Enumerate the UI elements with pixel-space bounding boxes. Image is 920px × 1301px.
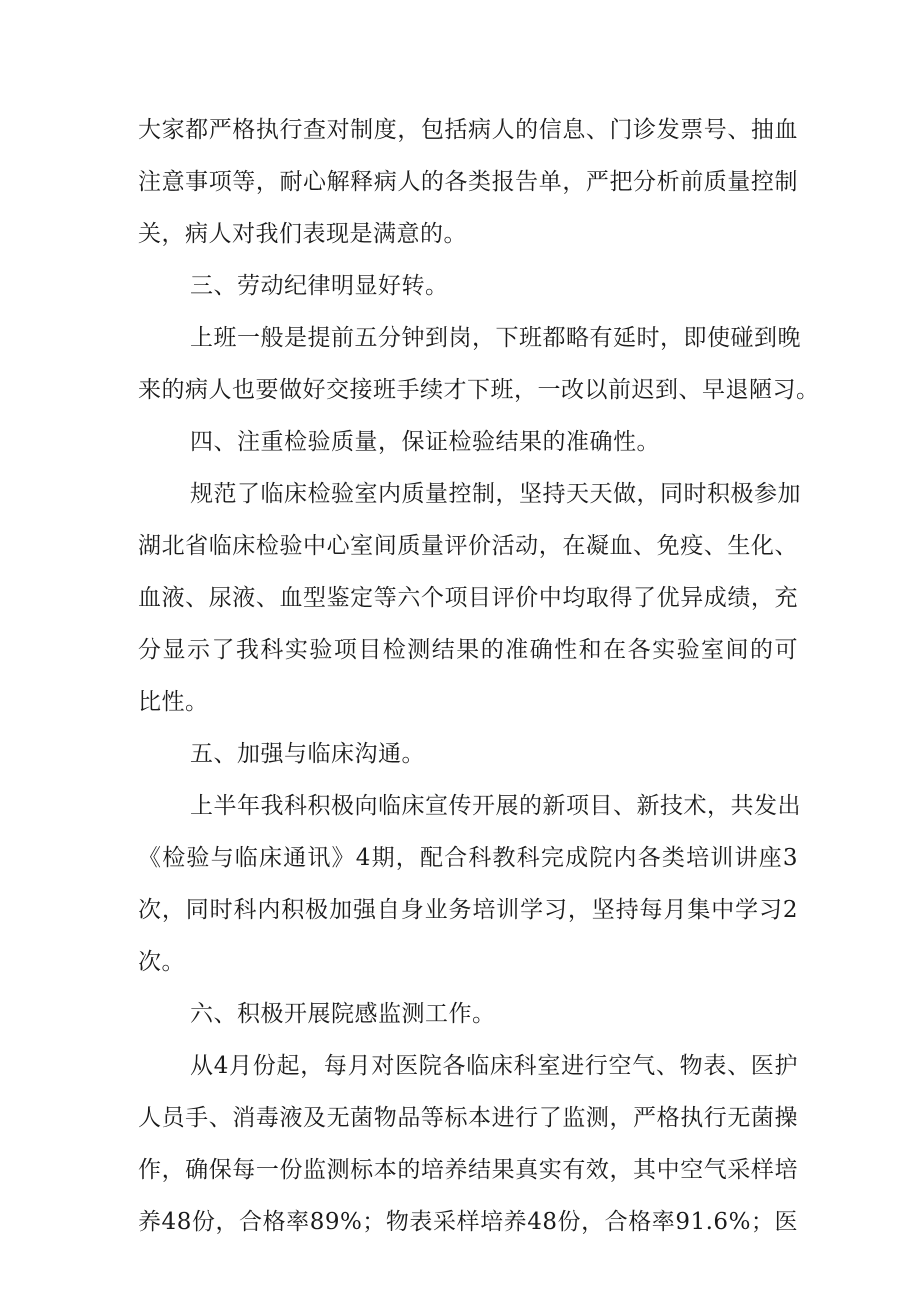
text-line: 从4月份起，每月对医院各临床科室进行空气、物表、医护 (190, 1053, 798, 1079)
text-line: 规范了临床检验室内质量控制，坚持天天做，同时积极参加 (190, 481, 801, 507)
section-heading: 六、积极开展院感监测工作。 (190, 1001, 496, 1027)
text-line: 次，同时科内积极加强自身业务培训学习，坚持每月集中学习2 (138, 897, 798, 923)
text-line: 来的病人也要做好交接班手续才下班，一改以前迟到、早退陋习。 (138, 377, 820, 403)
text-line: 湖北省临床检验中心室间质量评价活动，在凝血、免疫、生化、 (138, 533, 798, 559)
text-line: 注意事项等，耐心解释病人的各类报告单，严把分析前质量控制 (138, 169, 798, 195)
text-line: 养48份，合格率89%；物表采样培养48份，合格率91.6%；医 (138, 1209, 798, 1235)
text-line: 作，确保每一份监测标本的培养结果真实有效，其中空气采样培 (138, 1157, 798, 1183)
text-line: 上半年我科积极向临床宣传开展的新项目、新技术，共发出 (190, 793, 801, 819)
text-line: 血液、尿液、血型鉴定等六个项目评价中均取得了优异成绩，充 (138, 585, 798, 611)
text-line: 次。 (138, 949, 185, 975)
text-line: 人员手、消毒液及无菌物品等标本进行了监测，严格执行无菌操 (138, 1105, 798, 1131)
text-line: 上班一般是提前五分钟到岗，下班都略有延时，即使碰到晚 (190, 325, 801, 351)
text-line: 关，病人对我们表现是满意的。 (138, 221, 467, 247)
text-line: 《检验与临床通讯》4期，配合科教科完成院内各类培训讲座3 (138, 845, 798, 871)
section-heading: 三、劳动纪律明显好转。 (190, 273, 449, 299)
section-heading: 五、加强与临床沟通。 (190, 741, 425, 767)
section-heading: 四、注重检验质量，保证检验结果的准确性。 (190, 429, 660, 455)
text-line: 分显示了我科实验项目检测结果的准确性和在各实验室间的可 (138, 637, 798, 663)
text-line: 比性。 (138, 689, 209, 715)
text-line: 大家都严格执行查对制度，包括病人的信息、门诊发票号、抽血 (138, 117, 798, 143)
